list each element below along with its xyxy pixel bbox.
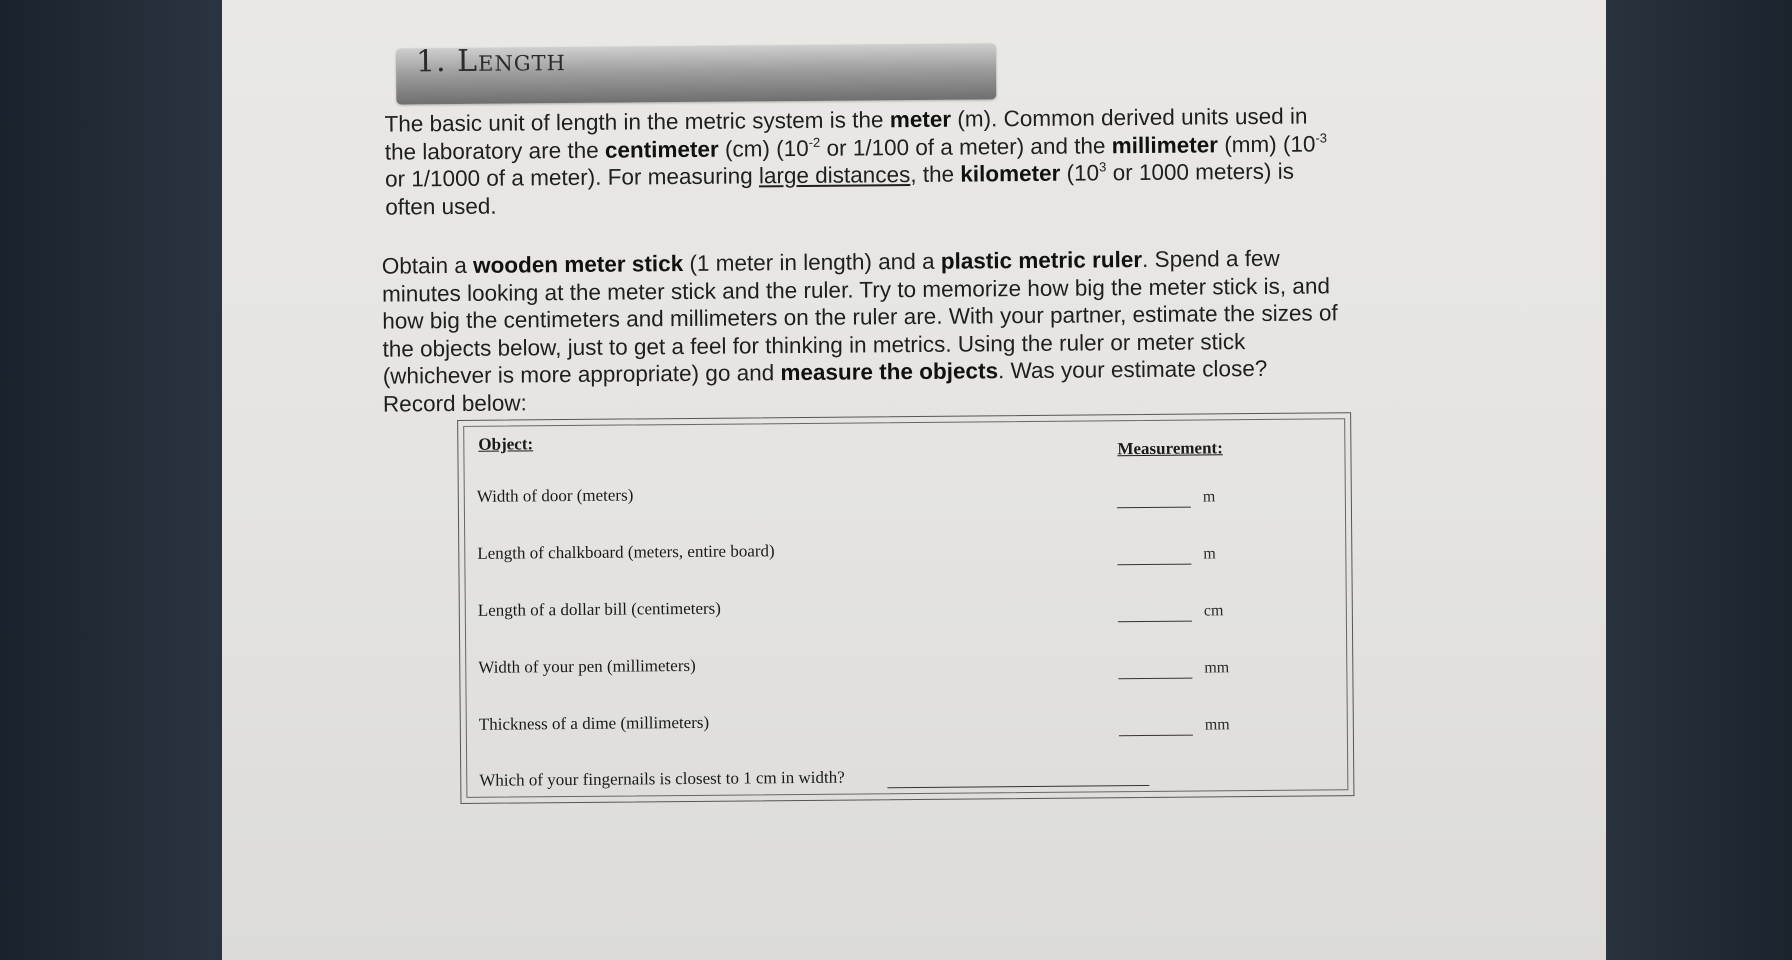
text-run: . Was your estimate close? — [997, 355, 1268, 384]
answer-blank-chalkboard-length[interactable] — [1117, 564, 1191, 566]
answer-blank-dime-thickness[interactable] — [1119, 735, 1193, 737]
row-label-pen-width: Width of your pen (millimeters) — [478, 655, 696, 677]
row-label-chalkboard-length: Length of chalkboard (meters, entire board) — [477, 541, 775, 563]
instructions-line-4: the objects below, just to get a feel for thinking in metrics. Using the ruler or meter stick — [382, 328, 1246, 362]
term-millimeter: millimeter — [1111, 131, 1219, 158]
fingernail-question: Which of your fingernails is closest to 1 cm in width? — [479, 767, 845, 790]
instructions-line-3: how big the centimeters and millimeters on the ruler are. With your partner, estimate the sizes of — [382, 300, 1338, 334]
term-wooden-meter-stick: wooden meter stick — [472, 251, 684, 278]
row-label-dime-thickness: Thickness of a dime (millimeters) — [478, 712, 710, 734]
worksheet-content — [222, 0, 1606, 960]
exponent: -2 — [808, 134, 821, 150]
text-run: (mm) (10 — [1217, 130, 1316, 157]
instructions-line-6: Record below: — [382, 389, 527, 417]
text-run: or 1/100 of a meter) and the — [820, 132, 1112, 161]
text-run: . Spend a few — [1142, 245, 1280, 273]
column-header-measurement: Measurement: — [1117, 438, 1223, 459]
intro-paragraph — [384, 101, 1465, 220]
row-label-dollar-bill-length: Length of a dollar bill (centimeters) — [477, 598, 721, 620]
worksheet-page — [222, 0, 1606, 960]
measurement-table-inner-border — [463, 418, 1348, 798]
exponent: 3 — [1099, 159, 1107, 175]
underlined-phrase: large distances — [758, 162, 911, 189]
column-header-object: Object: — [478, 434, 534, 454]
unit-dime-thickness: mm — [1204, 716, 1230, 734]
unit-chalkboard-length: m — [1203, 545, 1216, 563]
text-run: (1 meter in length) and a — [683, 248, 941, 277]
text-run: (10 — [1060, 160, 1100, 186]
term-plastic-ruler: plastic metric ruler — [940, 247, 1143, 274]
term-centimeter: centimeter — [604, 136, 719, 163]
instructions-line-2: minutes looking at the meter stick and the ruler. Try to memorize how big the meter stick is, and — [381, 272, 1331, 307]
answer-blank-dollar-bill-length[interactable] — [1118, 621, 1192, 623]
text-run: (whichever is more appropriate) go and — [382, 360, 781, 389]
text-run: or 1000 meters) is — [1106, 158, 1295, 186]
term-measure-objects: measure the objects — [780, 358, 999, 386]
text-run: , the — [910, 161, 961, 188]
exponent: -3 — [1315, 129, 1328, 145]
text-run: The basic unit of length in the metric system is the — [384, 107, 890, 137]
unit-pen-width: mm — [1204, 659, 1230, 677]
unit-door-width: m — [1202, 488, 1216, 506]
text-run: (m). Common derived units used in — [950, 103, 1308, 132]
text-run: or 1/1000 of a meter). For measuring — [384, 163, 760, 192]
term-meter: meter — [889, 106, 952, 133]
answer-blank-door-width[interactable] — [1117, 507, 1191, 509]
text-run: (cm) (10 — [718, 135, 809, 162]
unit-dollar-bill-length: cm — [1203, 602, 1224, 620]
answer-blank-fingernail[interactable] — [887, 785, 1149, 788]
section-title: 1. Length — [415, 43, 567, 80]
row-label-door-width: Width of door (meters) — [476, 485, 634, 506]
answer-blank-pen-width[interactable] — [1118, 678, 1192, 680]
instructions-paragraph — [382, 243, 1483, 418]
text-run: Obtain a — [381, 252, 474, 279]
measurement-table — [457, 412, 1354, 804]
intro-line-4: often used. — [385, 193, 497, 220]
term-kilometer: kilometer — [960, 160, 1061, 187]
text-run: the laboratory are the — [384, 137, 606, 165]
